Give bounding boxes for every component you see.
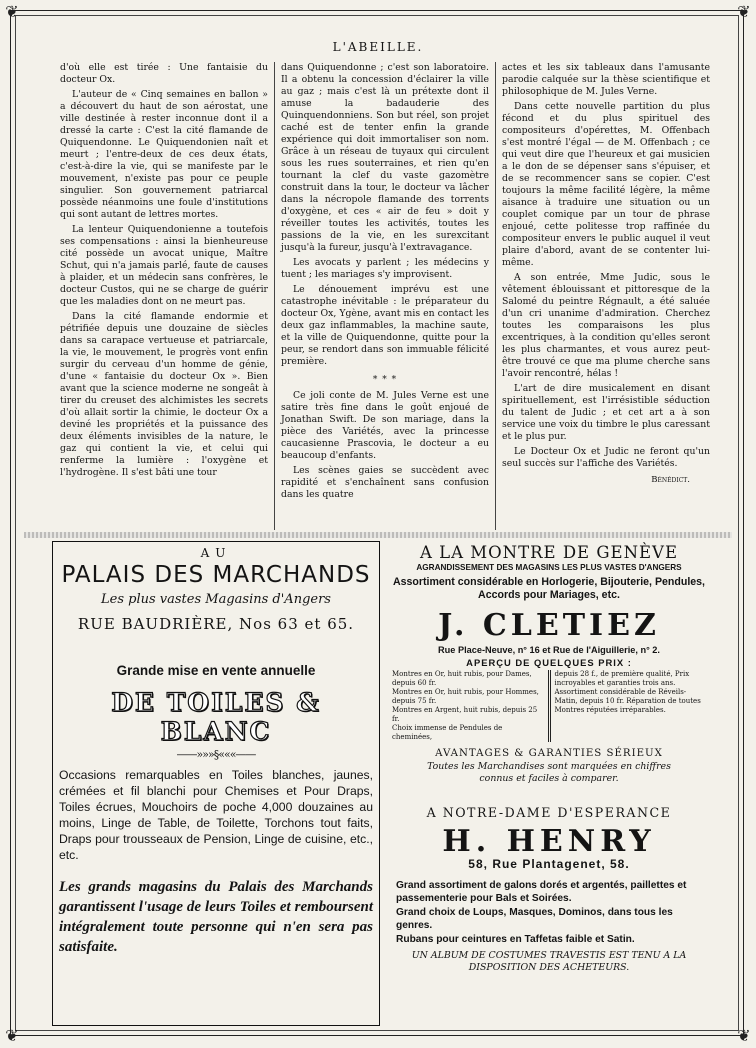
- ad-henry-address: 58, Rue Plantagenet, 58.: [468, 857, 630, 871]
- flourish-divider: ——»»»§«««——: [176, 748, 256, 761]
- corner-ornament-icon: ❦: [737, 2, 751, 21]
- price-item: depuis 28 f., de première qualité, Prix incroyables et garanties trois ans.: [554, 670, 690, 687]
- price-list-right: [548, 670, 711, 742]
- ad-henry-title: A NOTRE-DAME D'ESPERANCE: [426, 805, 672, 820]
- paragraph: L'auteur de « Cinq semaines en ballon » a découvert du haut de son aérostat, une ville destinée à rester inconnue dont il a dressé la carte : C'est la cité flamande de Quiquendonne. Le Quiquendonien naît et meurt ; l'entre-deux de ces deux états, c'est-à-dire la vie, qui se manifeste par le mouvement, n'existe pas pour ce peuple singulier. Son gouvernement patriarcal possède néanmoins une foule d'institutions qui sont autant de lettres mortes.: [60, 89, 268, 220]
- ad-address: RUE BAUDRIÈRE, Nos 63 et 65.: [77, 615, 355, 633]
- ad-montre-advantages: AVANTAGES & GARANTIES SÉRIEUX: [435, 748, 663, 759]
- ad-montre-assortment: Assortiment considérable en Horlogerie, Bijouterie, Pendules, Accords pour Mariages, etc.: [392, 576, 705, 601]
- ad-guarantee: Les grands magasins du Palais des Marchands garantissent l'usage de leurs Toiles et remboursent intégralement toute personne qui n'en sera pas satisfaite.: [59, 879, 373, 955]
- article-column-2: [274, 62, 495, 530]
- ad-montre-title: A LA MONTRE DE GENÈVE: [419, 543, 679, 562]
- paragraph: La lenteur Quiquendonienne a toutefois ses compensations : ainsi la bienheureuse cité possède un avocat unique, Maître Schut, qui n'a jamais parlé, faute de causes à plaider, et un médecin sans confrères, le docteur Custos, qui ne se charge de guérir que les maladies dont on ne meurt pas.: [60, 224, 268, 307]
- ad-tagline: Les plus vastes Magasins d'Angers: [101, 592, 331, 607]
- ad-henry-album: UN ALBUM DE COSTUMES TRAVESTIS EST TENU A LA DISPOSITION DES ACHETEURS.: [411, 950, 687, 973]
- price-list-left: [388, 670, 548, 742]
- price-item: Assortiment considérable de Réveils-Matin, depuis 10 fr. Réparation de toutes Montres réputées irréparables.: [554, 688, 701, 714]
- paragraph: dans Quiquendonne ; c'est son laboratoire. Il a obtenu la concession d'éclairer la ville au gaz ; mais c'est là un prétexte dont il amuse la badauderie des Quinquendonniens. Son but réel, son projet caché est de tenter enfin la grande expérience qui doit immortaliser son nom. Grâce à un réseau de tuyaux qui circulent sous les rues souterraines, et rien qu'en tournant la clef du vaste gazomètre construit dans la tour, le docteur va lâcher dans la nécropole flamande des torrents d'oxygène, et ces « air de feu » doit y réveiller toutes les activités, toutes les passions de la vie, en les surexcitant jusqu'à la fureur, jusqu'à l'extravagance.: [281, 62, 489, 253]
- paragraph: Le Docteur Ox et Judic ne feront qu'un seul succès sur l'affiche des Variétés.: [502, 446, 710, 469]
- ad-montre-name: J. CLETIEZ: [438, 608, 660, 643]
- section-break-stars: * * *: [372, 375, 398, 385]
- ad-montre-apercu: APERÇU DE QUELQUES PRIX :: [466, 657, 632, 668]
- ad-montre-note: Toutes les Marchandises sont marquées en chiffres connus et faciles à comparer.: [427, 761, 671, 784]
- ad-henry-line: Grand assortiment de galons dorés et argentés, paillettes et passementerie pour Bals et Soirées.: [396, 880, 687, 904]
- paragraph: Dans cette nouvelle partition du plus fécond et du plus spirituel des compositeurs d'opérettes, M. Offenbach s'est montré l'égal — de M. Offenbach ; ce qui veut dire que l'heureux et gai musicien a le don de se dépenser sans s'épuiser, et de se recommencer sans se copier. C'est toujours la même facilité légère, la même aisance à traduire une situation ou un couplet comique par un tour de phrase enjoué, cette politesse trop raffinée du compositeur envers le public auquel il veut plaire d'abord, avant de se contenter lui-même.: [502, 101, 710, 268]
- corner-ornament-icon: ❦: [5, 2, 19, 21]
- price-item: Montres en Or, huit rubis, pour Dames, depuis 60 fr.: [392, 670, 532, 687]
- paragraph: A son entrée, Mme Judic, sous le vêtement éblouissant et pittoresque de la Salomé du peintre Régnault, a été saluée d'un cri unanime d'admiration. Cherchez toutes les comparaisons les plus excentriques, à la condition qu'elles seront les plus charmantes, et vous aurez peut-être trouvé ce que ma plume cherche sans l'avoir rencontré, hélas !: [502, 272, 710, 379]
- paragraph: Les avocats y parlent ; les médecins y tuent ; les mariages s'y improvisent.: [281, 257, 489, 280]
- paragraph: L'art de dire musicalement en disant spirituellement, est l'irrésistible séduction du talent de Judic ; et cet art a à son service une voix du timbre le plus caressant et le plus pur.: [502, 383, 710, 442]
- ad-column-right: [384, 541, 714, 1026]
- ad-big-title: DE TOILES & BLANC: [111, 688, 321, 746]
- paragraph: Le dénouement imprévu est une catastrophe inévitable : le préparateur du docteur Ox, Ygène, avant mis en contact les deux gaz inflammables, la machine saute, et la ville de Quiquendonne, quitte pour la peur, se rendort dans son immuable félicité première.: [281, 284, 489, 367]
- paragraph: Dans la cité flamande endormie et pétrifiée depuis une douzaine de siècles dans sa carapace vertueuse et patriarcale, la vie, le mouvement, le progrès vont enfin surgir du cerveau d'un homme de génie, d'une « fantaisie du docteur Ox ». Bien avant que la science moderne ne songeât à tirer du creuset des alchimistes les secrets d'où allait sortir la chimie, le docteur Ox a deviné les propriétés et la puissance des deux éléments invisibles de la nature, le gaz qui contient la vie, et celui qui renferme la lumière : l'oxygène et l'hydrogène. Il s'est bâti une tour: [60, 311, 268, 478]
- price-item: Montres en Or, huit rubis, pour Hommes, depuis 75 fr.: [392, 688, 539, 705]
- corner-ornament-icon: ❦: [5, 1026, 19, 1045]
- ad-henry-body: [384, 879, 714, 946]
- ad-henry-line: Grand choix de Loups, Masques, Dominos, dans tous les genres.: [396, 907, 673, 931]
- ad-prefix: AU: [200, 546, 232, 560]
- ad-henry-name: H. HENRY: [442, 824, 656, 859]
- ad-palais-des-marchands: [52, 541, 380, 1026]
- article-column-3: [495, 62, 716, 530]
- ad-body: Occasions remarquables en Toiles blanches, jaunes, crémées et fil blanchi pour Chemises et Pour Draps, Toiles écrues, Mouchoirs de poche 4,000 douzaines au moins, Linge de Table, de Toilette, Torchons tout faits, Draps pour trousseaux de Pension, Linge de cuisine, etc., etc.: [59, 768, 373, 862]
- price-item: Choix immense de Pendules de cheminées,: [392, 724, 503, 741]
- article-signature: Bénédict.: [651, 475, 690, 485]
- section-divider: [24, 532, 732, 538]
- price-item: Montres en Argent, huit rubis, depuis 25 fr.: [392, 706, 538, 723]
- ad-headline: Grande mise en vente annuelle: [116, 663, 316, 678]
- ad-henry-line: Rubans pour ceintures en Taffetas faible et Satin.: [396, 934, 635, 945]
- price-list: [384, 670, 714, 742]
- corner-ornament-icon: ❦: [737, 1026, 751, 1045]
- paragraph: actes et les six tableaux dans l'amusante parodie calquée sur la thèse scientifique et philosophique de M. Jules Verne.: [502, 62, 710, 97]
- paragraph: Ce joli conte de M. Jules Verne est une satire très fine dans le goût enjoué de Jonathan Swift. De son mariage, dans la pièce des Variétés, avec la princesse caucasienne Prascovia, le docteur a eu beaucoup d'enfants.: [281, 390, 489, 461]
- page-header: L'ABEILLE.: [332, 40, 424, 54]
- ad-montre-subtitle: AGRANDISSEMENT DES MAGASINS LES PLUS VASTES D'ANGERS: [416, 563, 682, 572]
- paragraph: d'où elle est tirée : Une fantaisie du docteur Ox.: [60, 62, 268, 85]
- article-columns: [54, 62, 716, 530]
- article-column-1: [54, 62, 274, 530]
- paragraph: Les scènes gaies se succèdent avec rapidité et s'enchaînent sans confusion dans les quatre: [281, 465, 489, 500]
- ad-montre-address: Rue Place-Neuve, n° 16 et Rue de l'Aiguillerie, n° 2.: [438, 645, 660, 655]
- ad-store-name: PALAIS DES MARCHANDS: [61, 562, 371, 588]
